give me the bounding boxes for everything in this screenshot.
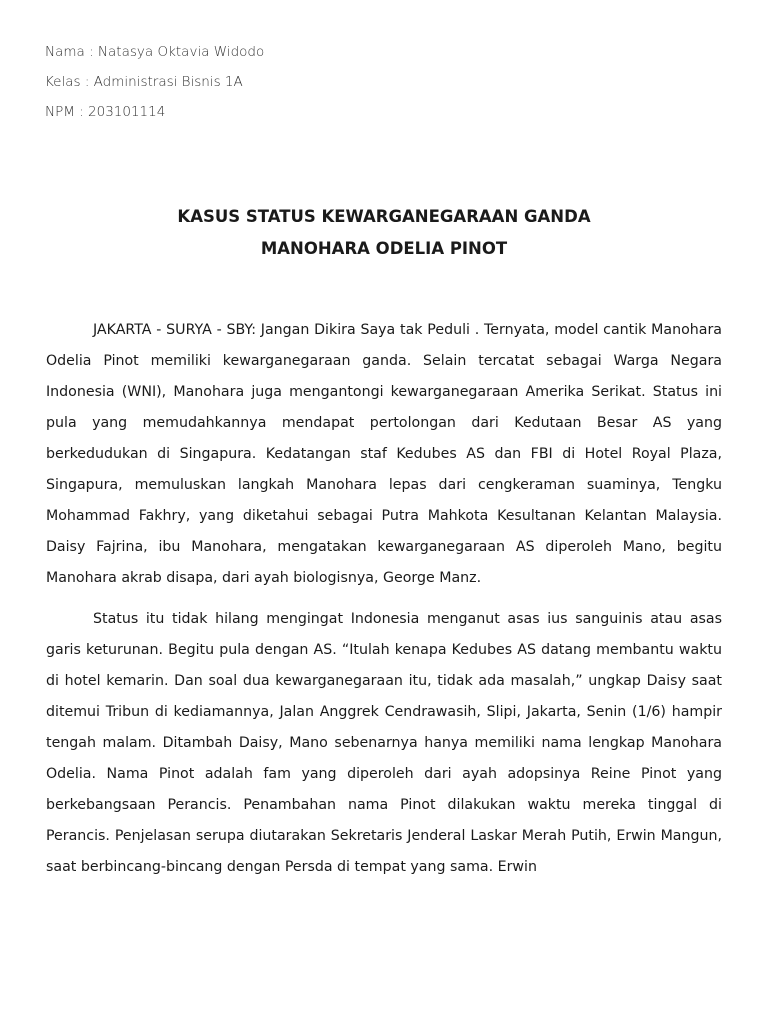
document-title <box>45 202 723 266</box>
student-name: Nama : Natasya Oktavia Widodo <box>45 44 265 60</box>
title-line-2: MANOHARA ODELIA PINOT <box>260 239 508 258</box>
student-info <box>45 41 725 131</box>
paragraph-1: JAKARTA - SURYA - SBY: Jangan Dikira Saya tak Peduli . Ternyata, model cantik Manohara Odelia Pinot memiliki kewarganegaraan ganda. Selain tercatat sebagai Warga Negara Indonesia (WNI), Manohara juga mengantongi kewarganegaraan Amerika Serikat. Status ini pula yang memudahkannya mendapat pertolongan dari Kedutaan Besar AS yang berkedudukan di Singapura. Kedatangan staf Kedubes AS dan FBI di Hotel Royal Plaza, Singapura, memuluskan langkah Manohara lepas dari cengkeraman suaminya, Tengku Mohammad Fakhry, yang diketahui sebagai Putra Mahkota Kesultanan Kelantan Malaysia. Daisy Fajrina, ibu Manohara, mengatakan kewarganegaraan AS diperoleh Mano, begitu Manohara akrab disapa, dari ayah biologisnya, George Manz. <box>46 322 722 586</box>
title-line-1: KASUS STATUS KEWARGANEGARAAN GANDA <box>177 207 591 226</box>
paragraph-2: Status itu tidak hilang mengingat Indonesia menganut asas ius sanguinis atau asas garis keturunan. Begitu pula dengan AS. “Itulah kenapa Kedubes AS datang membantu waktu di hotel kemarin. Dan soal dua kewarganegaraan itu, tidak ada masalah,” ungkap Daisy saat ditemui Tribun di kediamannya, Jalan Anggrek Cendrawasih, Slipi, Jakarta, Senin (1/6) hampir tengah malam. Ditambah Daisy, Mano sebenarnya hanya memiliki nama lengkap Manohara Odelia. Nama Pinot adalah fam yang diperoleh dari ayah adopsinya Reine Pinot yang berkebangsaan Perancis. Penambahan nama Pinot dilakukan waktu mereka tinggal di Perancis. Penjelasan serupa diutarakan Sekretaris Jenderal Laskar Merah Putih, Erwin Mangun, saat berbincang-bincang dengan Persda di tempat yang sama. Erwin <box>46 611 722 875</box>
student-class: Kelas : Administrasi Bisnis 1A <box>45 74 243 90</box>
document-body <box>46 315 722 883</box>
student-npm: NPM : 203101114 <box>45 104 166 120</box>
